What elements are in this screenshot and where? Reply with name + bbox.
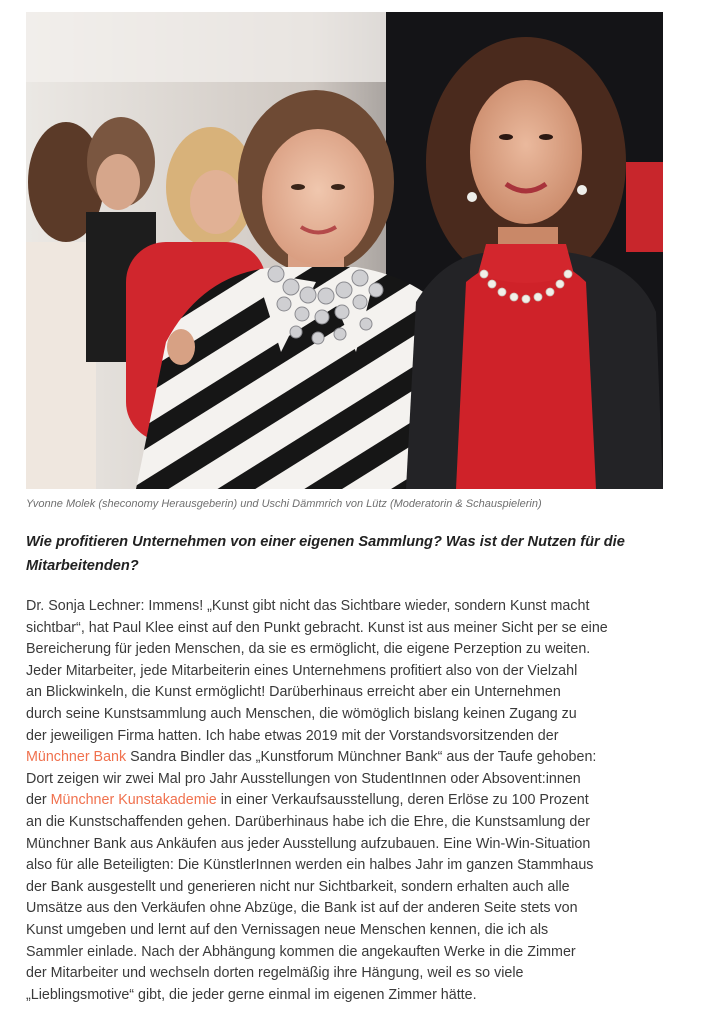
answer-line: Dort zeigen wir zwei Mal pro Jahr Ausstellungen von StudentInnen oder Absovent:innen — [26, 770, 581, 787]
question-line: Mitarbeitenden? — [26, 558, 139, 574]
answer-line: Umsätze aus den Verkäufen ohne Abzüge, die Bank ist auf der anderen Seite stets von — [26, 900, 578, 917]
answer-line: sichtbar“, hat Paul Klee einst auf den Punkt gebracht. Kunst ist aus meiner Sicht per se eine — [26, 619, 608, 636]
answer-text: in einer Verkaufsausstellung, deren Erlöse zu 100 Prozent — [216, 792, 589, 809]
article — [26, 12, 666, 1021]
answer-line: durch seine Kunstsammlung auch Menschen, die wömöglich bislang keinen Zugang zu — [26, 705, 577, 722]
answer-line: also für alle Beteiligten: Die KünstlerInnen werden ein halbes Jahr im ganzen Stammhaus — [26, 857, 594, 874]
answer-line: Münchner Bank aus Ankäufen aus jeder Ausstellung aufzubauen. Eine Win-Win-Situation — [26, 835, 591, 852]
interview-question — [26, 530, 666, 578]
answer-line: Bereicherung für jeden Menschen, da sie es ermöglicht, die eigene Perzeption zu weiten. — [26, 641, 591, 658]
muenchner-kunstakademie-link[interactable]: Münchner Kunstakademie — [50, 792, 217, 809]
event-photo — [26, 12, 663, 489]
answer-text: der — [26, 792, 51, 809]
photo-illustration — [26, 12, 663, 489]
photo-caption: Yvonne Molek (sheconomy Herausgeberin) und Uschi Dämmrich von Lütz (Moderatorin & Schauspielerin) — [26, 498, 542, 510]
answer-line: an die Kunstschaffenden gehen. Darüberhinaus habe ich die Ehre, die Kunstsamlung der — [26, 813, 591, 830]
answer-line — [26, 747, 666, 769]
answer-line: Jeder Mitarbeiter, jede Mitarbeiterin eines Unternehmens profitiert also von der Vielzahl — [26, 662, 578, 679]
question-line: Wie profitieren Unternehmen von einer eigenen Sammlung? Was ist der Nutzen für die — [26, 534, 625, 550]
answer-line: Kunst umgeben und lernt auf den Vernissagen neue Menschen kennen, die ich als — [26, 921, 549, 938]
answer-line: Dr. Sonja Lechner: Immens! „Kunst gibt nicht das Sichtbare wieder, sondern Kunst macht — [26, 598, 590, 614]
interview-answer — [26, 596, 666, 1006]
answer-line: an Blickwinkeln, die Kunst ermöglicht! Darüberhinaus erreicht aber ein Unternehmen — [26, 684, 561, 701]
article-figure — [26, 12, 666, 512]
answer-line: der Bank ausgestellt und generieren nicht nur Sichtbarkeit, sondern erhalten auch alle — [26, 878, 570, 895]
answer-line: der Mitarbeiter und wechseln dorten regelmäßig ihre Hängung, weil es so viele — [26, 965, 524, 982]
answer-line — [26, 790, 666, 812]
answer-line: „Lieblingsmotive“ gibt, die jeder gerne einmal im eigenen Zimmer hätte. — [26, 986, 477, 1003]
muenchner-bank-link[interactable]: Münchner Bank — [26, 749, 127, 766]
answer-line: Sammler einlade. Nach der Abhängung kommen die angekauften Werke in die Zimmer — [26, 943, 576, 960]
answer-text: Sandra Bindler das „Kunstforum Münchner Bank“ aus der Taufe gehoben: — [126, 749, 597, 766]
answer-line: der jeweiligen Firma hatten. Ich habe etwas 2019 mit der Vorstandsvorsitzenden der — [26, 727, 559, 744]
